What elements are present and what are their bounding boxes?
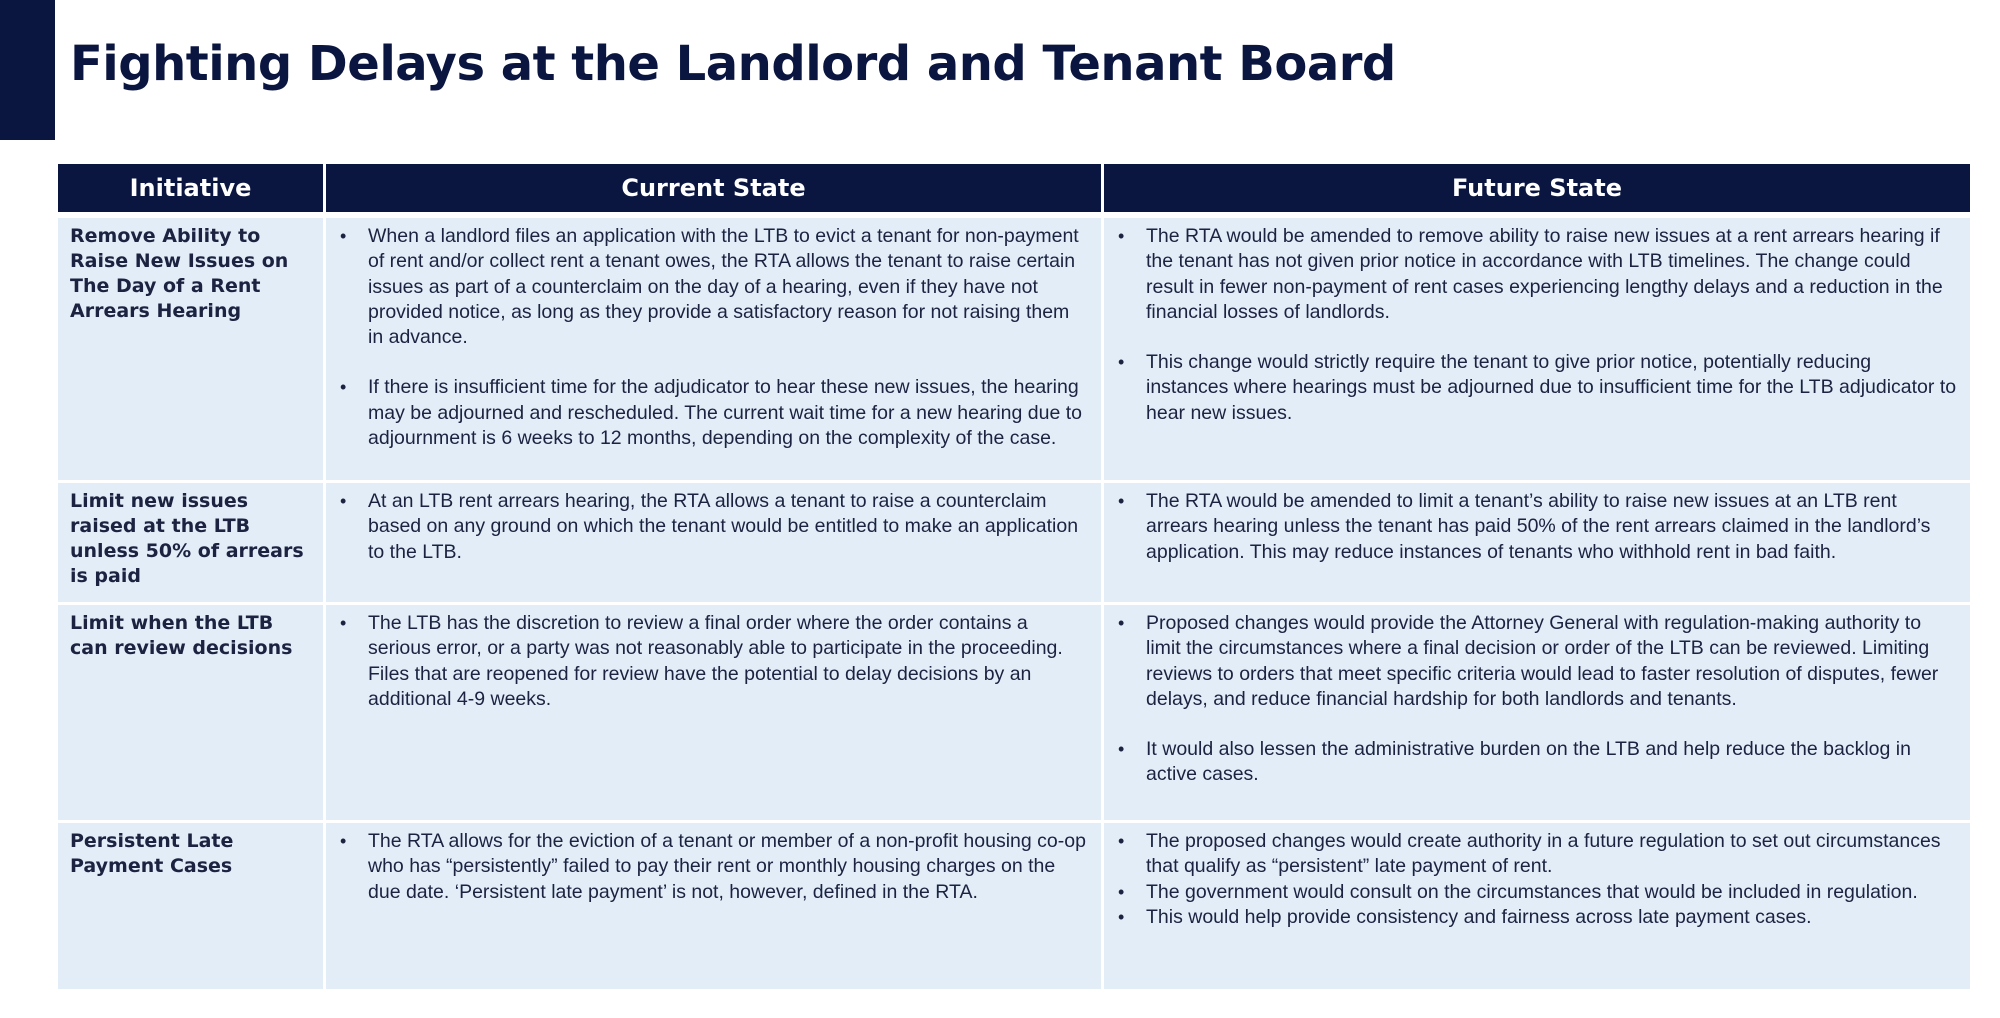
title-accent-bar <box>0 0 55 140</box>
list-item: • This would help provide consistency and fairness across late payment cases. <box>1146 905 1958 930</box>
list-item: • The RTA would be amended to remove ability to raise new issues at a rent arrears hearing if the tenant has not given prior notice in accordance with LTB timelines. The change could result in fewer non-payment of rent cases experiencing lengthy delays and a reduction in the financial losses of landlords. <box>1146 224 1958 325</box>
list-item: • It would also lessen the administrative burden on the LTB and help reduce the backlog in active cases. <box>1146 737 1958 788</box>
list-item: • The RTA allows for the eviction of a tenant or member of a non-profit housing co-op who has “persistently” failed to pay their rent or monthly housing charges on the due date. ‘Persistent late payment’ is not, however, defined in the RTA. <box>368 829 1089 905</box>
list-item: • The proposed changes would create authority in a future regulation to set out circumstances that qualify as “persistent” late payment of rent. <box>1146 829 1958 880</box>
list-item: • At an LTB rent arrears hearing, the RTA allows a tenant to raise a counterclaim based on any ground on which the tenant would be entitled to make an application to the LTB. <box>368 489 1089 565</box>
table-row <box>58 605 1970 823</box>
bullet-list <box>1116 489 1958 565</box>
list-item: • Proposed changes would provide the Attorney General with regulation-making authority to limit the circumstances where a final decision or order of the LTB can be reviewed. Limiting reviews to orders that meet specific criteria would lead to faster resolution of disputes, fewer delays, and reduce financial hardship for both landlords and tenants. <box>1146 611 1958 712</box>
future-state-cell <box>1104 823 1970 992</box>
header-initiative: Initiative <box>58 164 323 218</box>
table-row <box>58 483 1970 605</box>
list-item: • The RTA would be amended to limit a tenant’s ability to raise new issues at an LTB rent arrears hearing unless the tenant has paid 50% of the rent arrears claimed in the landlord’s application. This may reduce instances of tenants who withhold rent in bad faith. <box>1146 489 1958 565</box>
list-item: • This change would strictly require the tenant to give prior notice, potentially reducing instances where hearings must be adjourned due to insufficient time for the LTB adjudicator to hear new issues. <box>1146 350 1958 426</box>
future-state-cell <box>1104 483 1970 605</box>
initiative-cell: Persistent Late Payment Cases <box>58 823 323 992</box>
initiatives-table <box>55 164 1973 992</box>
bullet-list <box>1116 224 1958 426</box>
future-state-cell <box>1104 605 1970 823</box>
current-state-cell <box>326 823 1101 992</box>
future-state-cell <box>1104 218 1970 483</box>
current-state-cell <box>326 605 1101 823</box>
table-row <box>58 823 1970 992</box>
list-item: • The LTB has the discretion to review a final order where the order contains a serious error, or a party was not reasonably able to participate in the proceeding. Files that are reopened for review have the potential to delay decisions by an additional 4-9 weeks. <box>368 611 1089 712</box>
header-future-state: Future State <box>1104 164 1970 218</box>
initiative-cell: Limit when the LTB can review decisions <box>58 605 323 823</box>
bullet-list <box>1116 829 1958 930</box>
initiative-cell: Remove Ability to Raise New Issues on The Day of a Rent Arrears Hearing <box>58 218 323 483</box>
current-state-cell <box>326 483 1101 605</box>
table-header-row <box>58 164 1970 218</box>
page-title: Fighting Delays at the Landlord and Tenant Board <box>70 36 1396 92</box>
current-state-cell <box>326 218 1101 483</box>
list-item: • The government would consult on the circumstances that would be included in regulation. <box>1146 880 1958 905</box>
list-item: • If there is insufficient time for the adjudicator to hear these new issues, the hearing may be adjourned and rescheduled. The current wait time for a new hearing due to adjournment is 6 weeks to 12 months, depending on the complexity of the case. <box>368 375 1089 451</box>
header-current-state: Current State <box>326 164 1101 218</box>
bullet-list <box>338 829 1089 905</box>
bullet-list <box>338 489 1089 565</box>
bullet-list <box>338 224 1089 451</box>
list-item: • When a landlord files an application with the LTB to evict a tenant for non-payment of rent and/or collect rent a tenant owes, the RTA allows the tenant to raise certain issues as part of a counterclaim on the day of a hearing, even if they have not provided notice, as long as they provide a satisfactory reason for not raising them in advance. <box>368 224 1089 350</box>
bullet-list <box>338 611 1089 712</box>
bullet-list <box>1116 611 1958 788</box>
table-row <box>58 218 1970 483</box>
initiative-cell: Limit new issues raised at the LTB unless 50% of arrears is paid <box>58 483 323 605</box>
